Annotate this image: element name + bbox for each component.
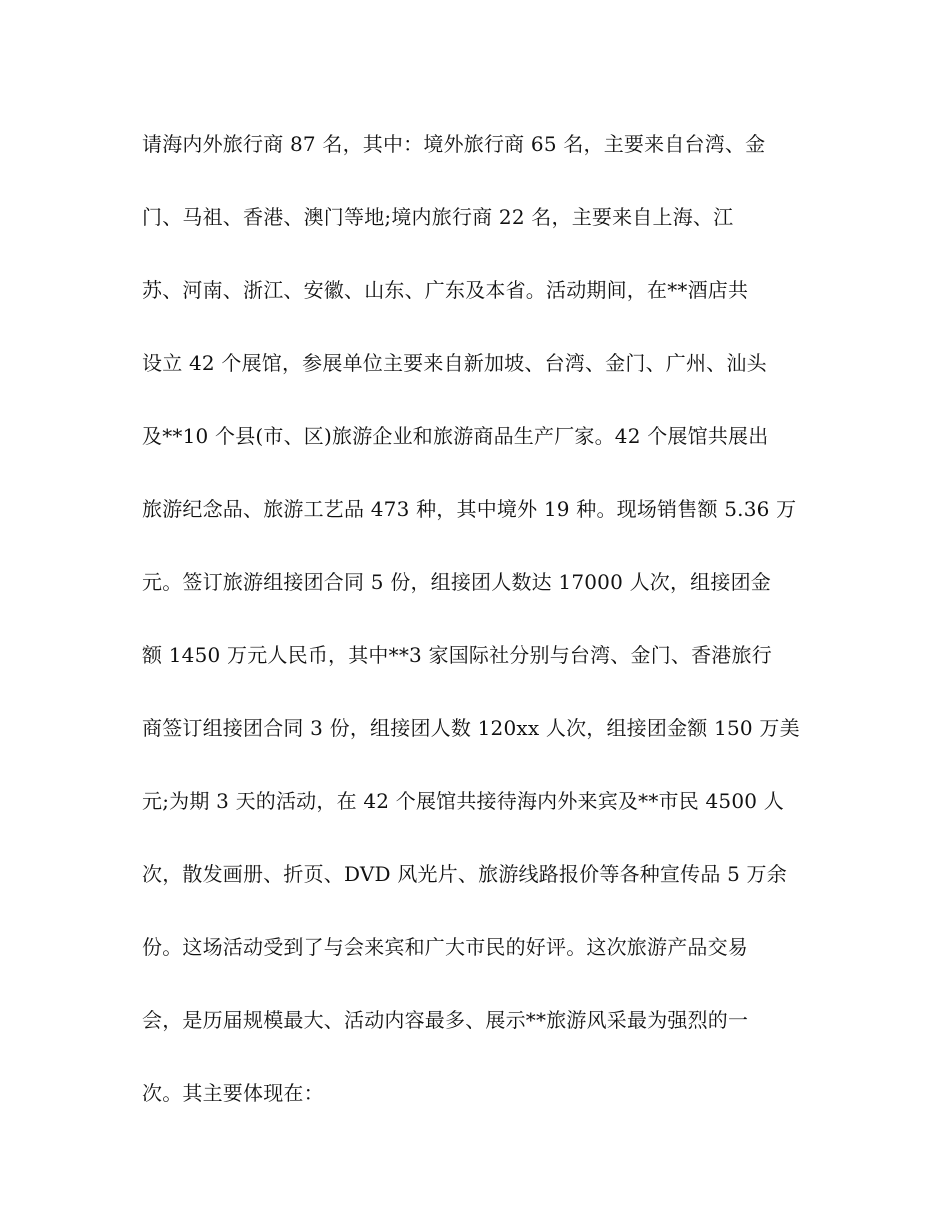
text-line: 份。这场活动受到了与会来宾和广大市民的好评。这次旅游产品交易 — [142, 935, 748, 959]
body-paragraph — [142, 124, 822, 1146]
text-line: 次，散发画册、折页、DVD 风光片、旅游线路报价等各种宣传品 5 万余 — [142, 862, 787, 886]
text-line: 额 1450 万元人民币，其中**3 家国际社分别与台湾、金门、香港旅行 — [142, 643, 772, 667]
text-line: 门、马祖、香港、澳门等地;境内旅行商 22 名，主要来自上海、江 — [142, 205, 734, 229]
text-line: 元。签订旅游组接团合同 5 份，组接团人数达 17000 人次，组接团金 — [142, 570, 771, 594]
text-line: 苏、河南、浙江、安徽、山东、广东及本省。活动期间，在**酒店共 — [142, 278, 749, 302]
text-line: 次。其主要体现在： — [142, 1081, 324, 1105]
text-line: 设立 42 个展馆，参展单位主要来自新加坡、台湾、金门、广州、汕头 — [142, 351, 767, 375]
text-line: 会，是历届规模最大、活动内容最多、展示**旅游风采最为强烈的一 — [142, 1008, 749, 1032]
text-line: 请海内外旅行商 87 名，其中：境外旅行商 65 名，主要来自台湾、金 — [142, 132, 766, 156]
text-line: 及**10 个县(市、区)旅游企业和旅游商品生产厂家。42 个展馆共展出 — [142, 424, 769, 448]
text-line: 元;为期 3 天的活动，在 42 个展馆共接待海内外来宾及**市民 4500 人 — [142, 789, 784, 813]
text-line: 旅游纪念品、旅游工艺品 473 种，其中境外 19 种。现场销售额 5.36 万 — [142, 497, 797, 521]
text-line: 商签订组接团合同 3 份，组接团人数 120xx 人次，组接团金额 150 万美 — [142, 716, 800, 740]
